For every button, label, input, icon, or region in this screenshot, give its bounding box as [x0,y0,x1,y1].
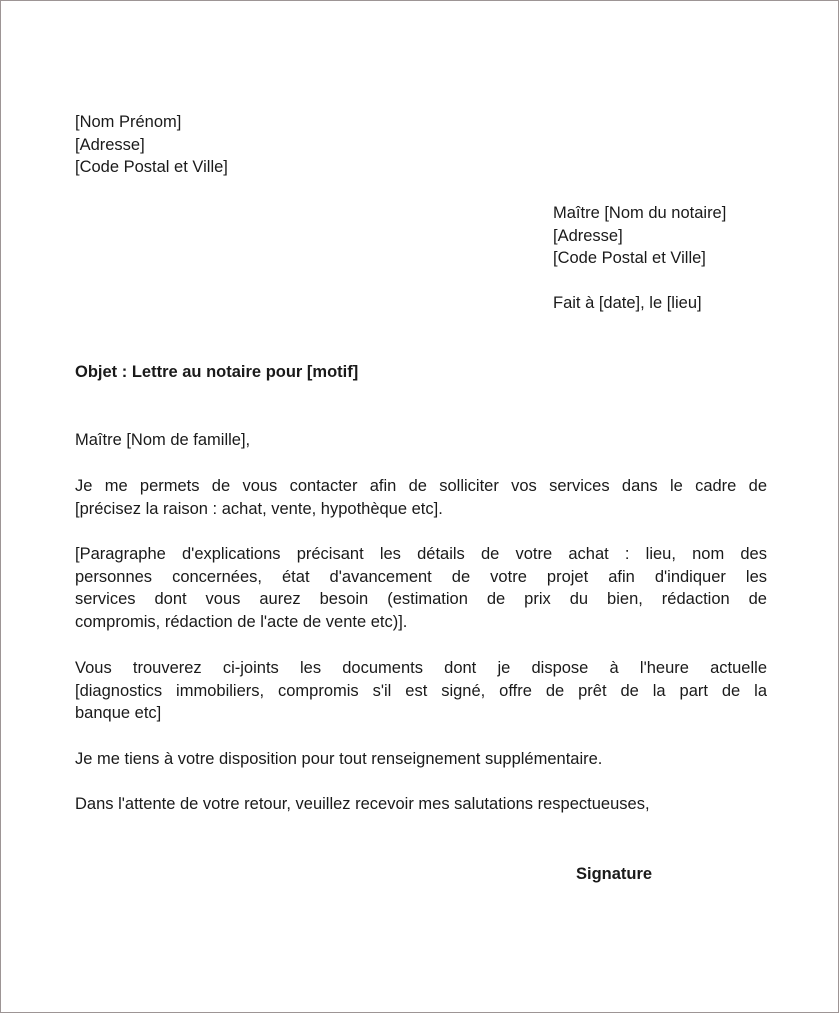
salutation-text: Maître [Nom de famille], [75,431,251,449]
sender-address [75,111,228,179]
subject-text: Objet : Lettre au notaire pour [motif] [75,363,359,381]
recipient-street: [Adresse] [553,226,623,245]
recipient-address [553,202,726,270]
paragraph-line: banque etc] [75,704,162,723]
paragraph-line: services dont vous aurez besoin (estimation de prix du bien, rédaction de [75,590,767,609]
paragraph-5 [75,793,650,816]
paragraph-2 [75,543,767,633]
recipient-name: Maître [Nom du notaire] [553,204,727,222]
sender-city: [Code Postal et Ville] [75,158,228,177]
paragraph-4 [75,748,602,771]
paragraph-line: [diagnostics immobiliers, compromis s'il est signé, offre de prêt de la part de la [75,681,767,700]
paragraph-line: [précisez la raison : achat, vente, hypothèque etc]. [75,499,443,518]
sender-name: [Nom Prénom] [75,113,182,131]
paragraph-line: Je me tiens à votre disposition pour tout renseignement supplémentaire. [75,750,603,768]
paragraph-line: compromis, rédaction de l'acte de vente etc)]. [75,612,408,631]
paragraph-line: Vous trouverez ci-joints les documents dont je dispose à l'heure actuelle [75,659,767,677]
date-text: Fait à [date], le [lieu] [553,294,702,312]
subject-line [75,361,358,384]
salutation [75,429,250,452]
paragraph-line: Dans l'attente de votre retour, veuillez recevoir mes salutations respectueuses, [75,795,650,813]
signature-text: Signature [576,865,653,883]
recipient-city: [Code Postal et Ville] [553,249,706,268]
paragraph-3 [75,657,767,725]
sender-street: [Adresse] [75,135,145,154]
paragraph-line: [Paragraphe d'explications précisant les détails de votre achat : lieu, nom des [75,545,767,563]
date-line [553,292,702,315]
signature [576,863,652,886]
paragraph-1 [75,475,767,520]
paragraph-line: personnes concernées, état d'avancement de votre projet afin d'indiquer les [75,567,767,586]
paragraph-line: Je me permets de vous contacter afin de solliciter vos services dans le cadre de [75,477,767,495]
